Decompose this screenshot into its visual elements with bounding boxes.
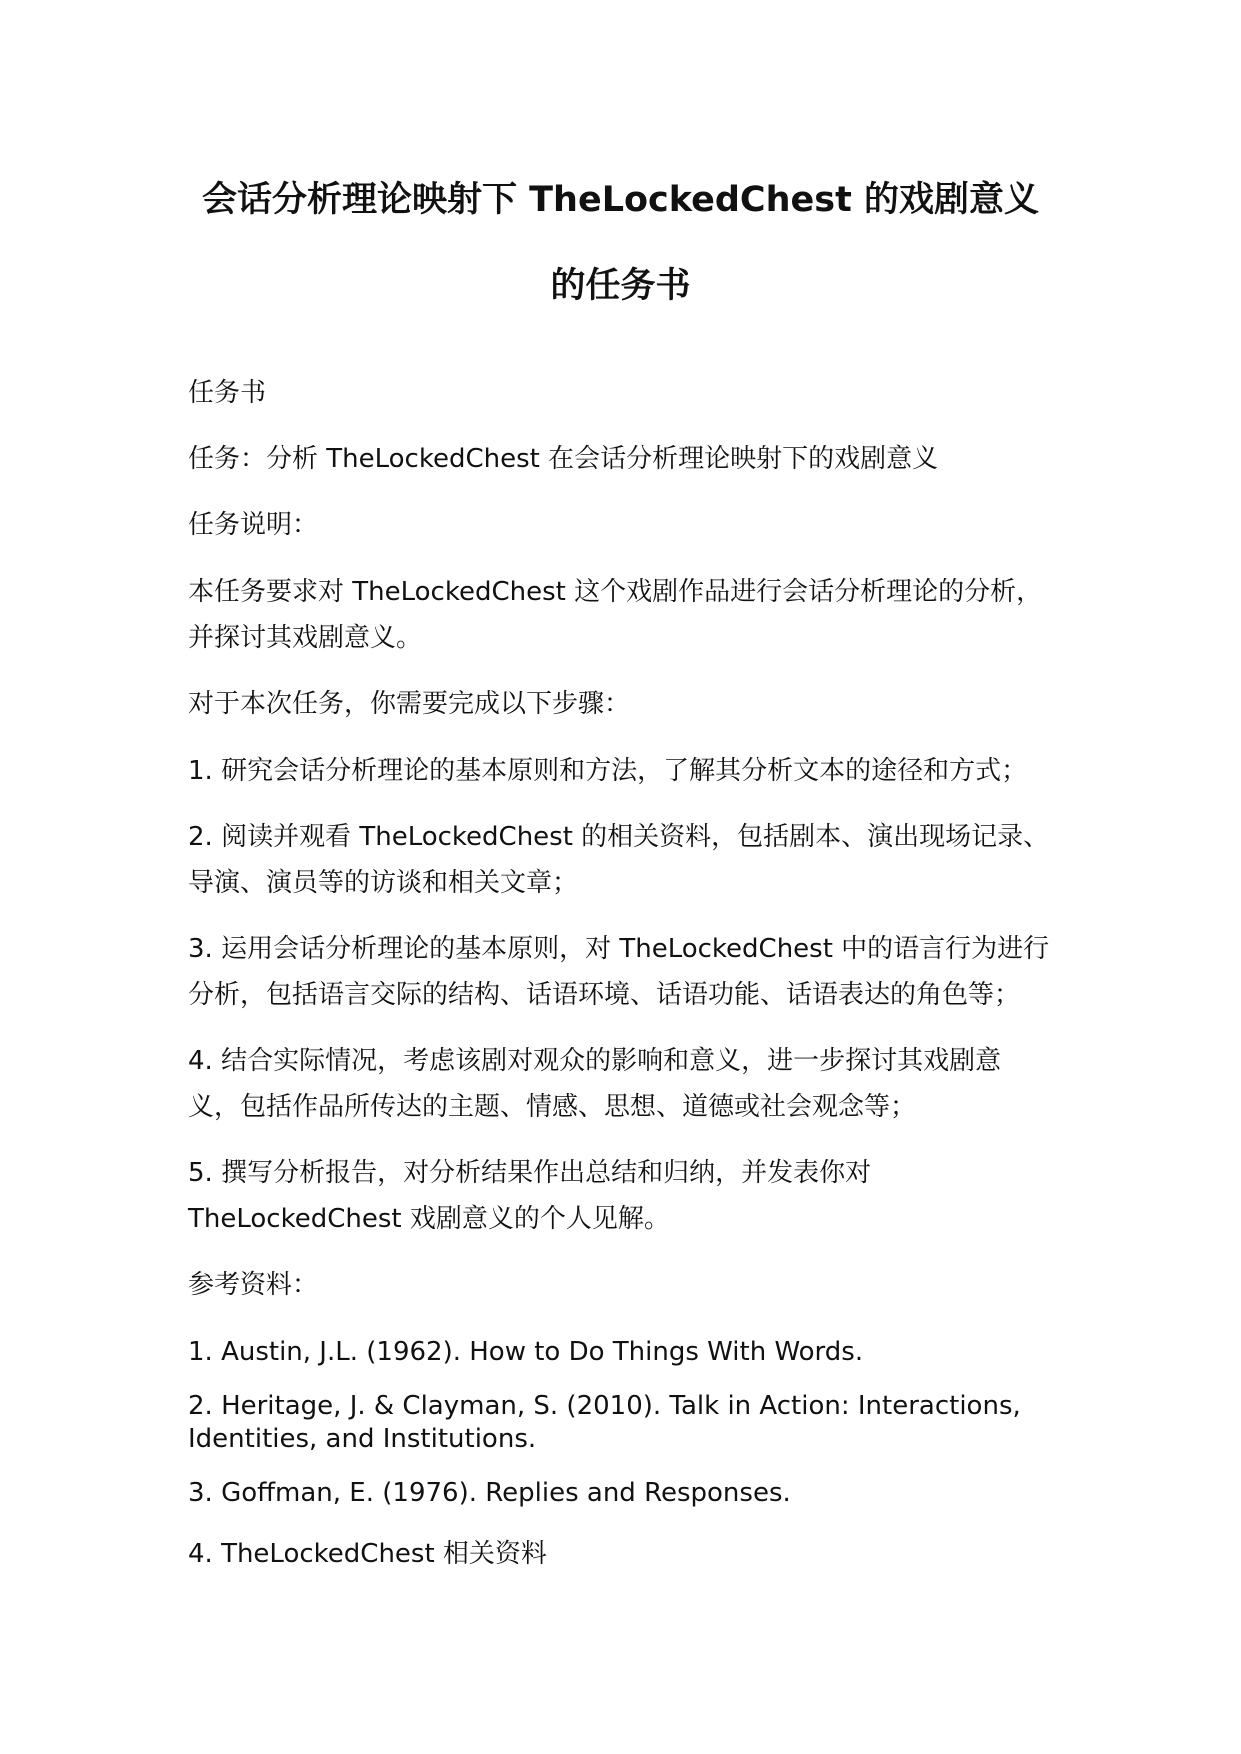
document-title-line-1: 会话分析理论映射下 TheLockedChest 的戏剧意义	[201, 180, 1040, 220]
section-label: 任务书	[188, 378, 267, 408]
steps-intro: 对于本次任务，你需要完成以下步骤：	[188, 689, 631, 719]
references-label: 参考资料：	[188, 1270, 319, 1300]
step-2-line-1: 2. 阅读并观看 TheLockedChest 的相关资料，包括剧本、演出现场记录、	[188, 822, 1050, 852]
reference-2-line-2: Identities, and Institutions.	[188, 1424, 537, 1454]
step-3-line-2: 分析，包括语言交际的结构、话语环境、话语功能、话语表达的角色等；	[188, 980, 1021, 1010]
step-5-line-1: 5. 撰写分析报告，对分析结果作出总结和归纳，并发表你对	[188, 1158, 872, 1188]
task-description-label: 任务说明：	[188, 510, 319, 540]
reference-4: 4. TheLockedChest 相关资料	[188, 1539, 547, 1569]
step-5-line-2: TheLockedChest 戏剧意义的个人见解。	[188, 1204, 670, 1234]
step-4-line-2: 义，包括作品所传达的主题、情感、思想、道德或社会观念等；	[188, 1092, 917, 1122]
step-1-line-1: 1. 研究会话分析理论的基本原则和方法，了解其分析文本的途径和方式；	[188, 756, 1028, 786]
intro-line-2: 并探讨其戏剧意义。	[188, 623, 423, 653]
intro-line-1: 本任务要求对 TheLockedChest 这个戏剧作品进行会话分析理论的分析，	[188, 577, 1043, 607]
step-3-line-1: 3. 运用会话分析理论的基本原则，对 TheLockedChest 中的语言行为进行	[188, 934, 1050, 964]
reference-1: 1. Austin, J.L. (1962). How to Do Things With Words.	[188, 1337, 864, 1367]
reference-3: 3. Goffman, E. (1976). Replies and Responses.	[188, 1478, 791, 1508]
document-title-line-2: 的任务书	[550, 266, 691, 306]
task-statement: 任务：分析 TheLockedChest 在会话分析理论映射下的戏剧意义	[188, 444, 939, 474]
step-2-line-2: 导演、演员等的访谈和相关文章；	[188, 868, 579, 898]
reference-2-line-1: 2. Heritage, J. & Clayman, S. (2010). Talk in Action: Interactions,	[188, 1391, 1021, 1421]
step-4-line-1: 4. 结合实际情况，考虑该剧对观众的影响和意义，进一步探讨其戏剧意	[188, 1046, 1002, 1076]
